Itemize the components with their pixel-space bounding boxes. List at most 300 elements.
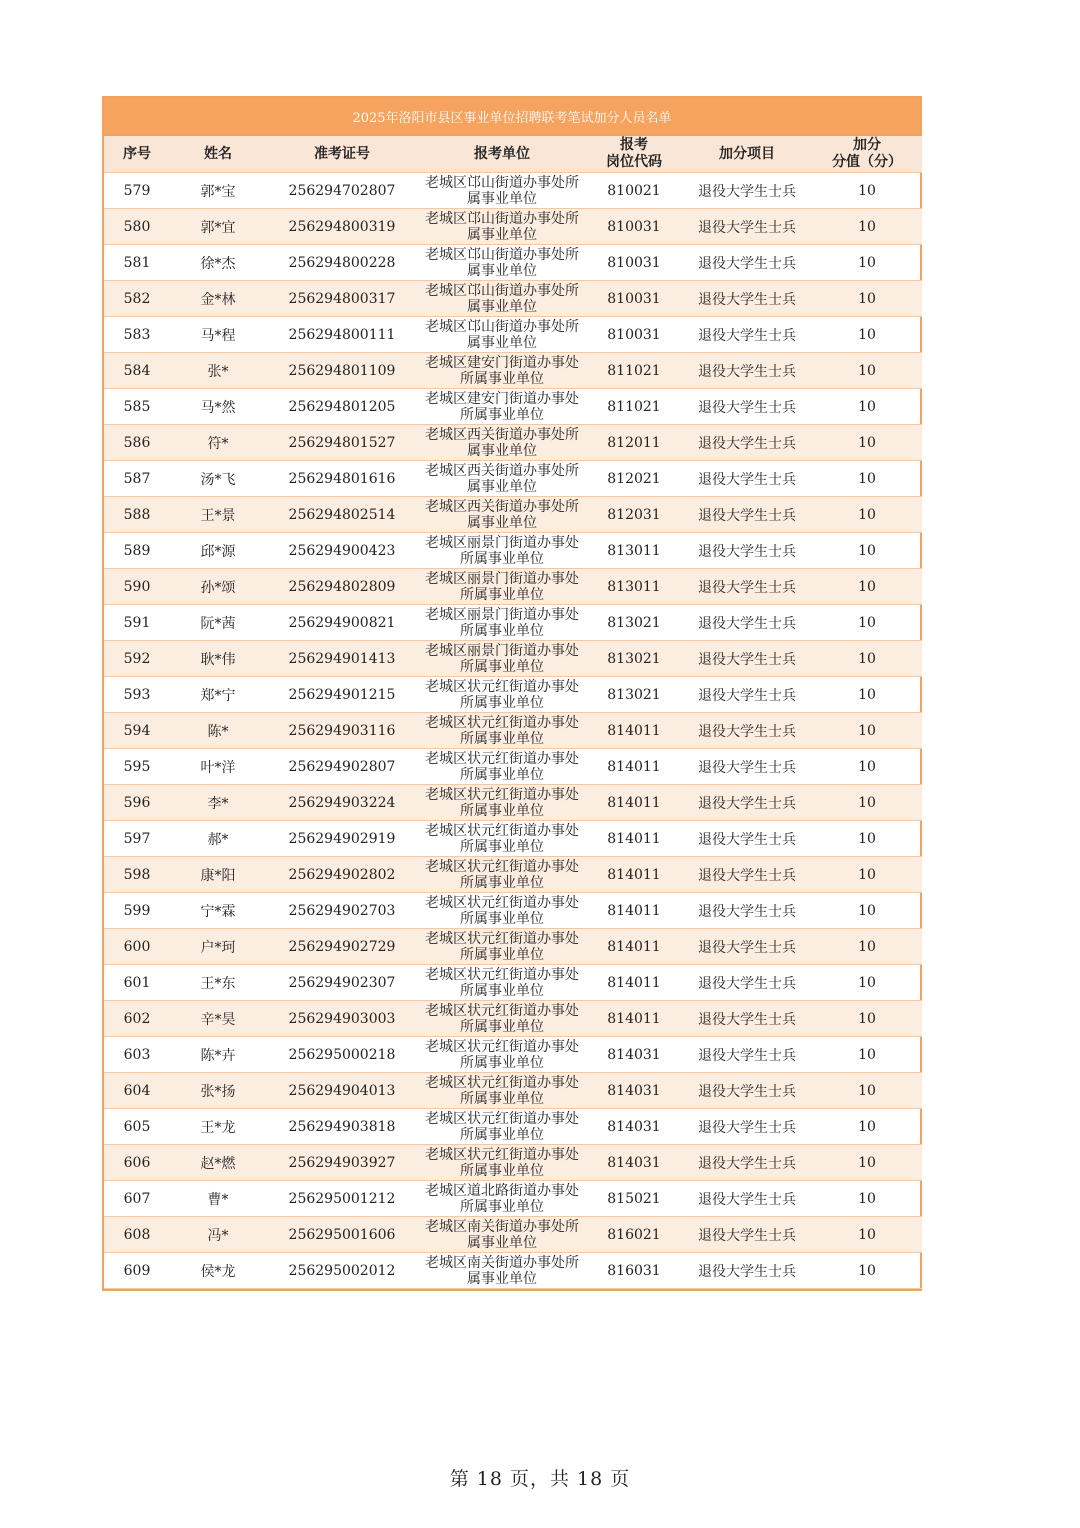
name-cell: 孙*颂 [170, 569, 266, 605]
unit-line2: 所属事业单位 [460, 370, 544, 387]
seq-cell: 602 [104, 1001, 170, 1037]
position-code-cell: 815021 [586, 1181, 682, 1217]
bonus-item-cell: 退役大学生士兵 [682, 533, 812, 569]
name-cell: 阮*茜 [170, 605, 266, 641]
seq-cell: 593 [104, 677, 170, 713]
seq-cell: 599 [104, 893, 170, 929]
seq-cell: 600 [104, 929, 170, 965]
ticket-cell: 256294902703 [266, 893, 418, 929]
unit-line1: 老城区南关街道办事处所 [425, 1218, 579, 1235]
bonus-item-cell: 退役大学生士兵 [682, 713, 812, 749]
seq-cell: 597 [104, 821, 170, 857]
seq-cell: 591 [104, 605, 170, 641]
unit-cell [418, 857, 586, 893]
position-code-cell: 810021 [586, 173, 682, 209]
bonus-score-cell: 10 [812, 677, 922, 713]
bonus-score-cell: 10 [812, 749, 922, 785]
unit-line1: 老城区丽景门街道办事处 [425, 534, 579, 551]
position-code-cell: 812011 [586, 425, 682, 461]
unit-line1: 老城区状元红街道办事处 [425, 750, 579, 767]
table-row [104, 1037, 922, 1073]
bonus-item-cell: 退役大学生士兵 [682, 893, 812, 929]
bonus-item-cell: 退役大学生士兵 [682, 461, 812, 497]
bonus-score-cell: 10 [812, 821, 922, 857]
unit-line1: 老城区状元红街道办事处 [425, 678, 579, 695]
position-code-cell: 813021 [586, 605, 682, 641]
unit-cell [418, 461, 586, 497]
table-row [104, 497, 922, 533]
bonus-score-cell: 10 [812, 497, 922, 533]
header-name: 姓名 [170, 136, 266, 173]
position-code-cell: 816031 [586, 1253, 682, 1289]
position-code-cell: 813021 [586, 641, 682, 677]
unit-line2: 所属事业单位 [460, 550, 544, 567]
ticket-cell: 256294801205 [266, 389, 418, 425]
name-cell: 康*阳 [170, 857, 266, 893]
position-code-cell: 814011 [586, 713, 682, 749]
bonus-score-cell: 10 [812, 209, 922, 245]
unit-line2: 所属事业单位 [460, 694, 544, 711]
name-cell: 徐*杰 [170, 245, 266, 281]
table-row [104, 389, 922, 425]
unit-line2: 所属事业单位 [460, 1162, 544, 1179]
unit-cell [418, 677, 586, 713]
bonus-score-cell: 10 [812, 893, 922, 929]
ticket-cell: 256294904013 [266, 1073, 418, 1109]
bonus-score-cell: 10 [812, 1181, 922, 1217]
table-row [104, 713, 922, 749]
table-row [104, 281, 922, 317]
bonus-item-cell: 退役大学生士兵 [682, 497, 812, 533]
unit-line2: 所属事业单位 [460, 1090, 544, 1107]
unit-line1: 老城区道北路街道办事处 [425, 1182, 579, 1199]
bonus-score-cell: 10 [812, 929, 922, 965]
position-code-cell: 814031 [586, 1073, 682, 1109]
ticket-cell: 256294802809 [266, 569, 418, 605]
name-cell: 符* [170, 425, 266, 461]
header-position-code [586, 136, 682, 173]
position-code-cell: 814031 [586, 1109, 682, 1145]
unit-line2: 所属事业单位 [460, 1018, 544, 1035]
unit-cell [418, 1253, 586, 1289]
table-row [104, 1217, 922, 1253]
position-code-cell: 812021 [586, 461, 682, 497]
table-row [104, 605, 922, 641]
bonus-score-cell: 10 [812, 713, 922, 749]
bonus-score-cell: 10 [812, 533, 922, 569]
unit-cell [418, 497, 586, 533]
ticket-cell: 256294800111 [266, 317, 418, 353]
name-cell: 陈*卉 [170, 1037, 266, 1073]
table-row [104, 641, 922, 677]
seq-cell: 603 [104, 1037, 170, 1073]
unit-line2: 所属事业单位 [460, 730, 544, 747]
ticket-cell: 256294801616 [266, 461, 418, 497]
name-cell: 邱*源 [170, 533, 266, 569]
seq-cell: 604 [104, 1073, 170, 1109]
position-code-cell: 814031 [586, 1037, 682, 1073]
unit-cell [418, 1145, 586, 1181]
name-cell: 户*珂 [170, 929, 266, 965]
unit-cell [418, 641, 586, 677]
table-row [104, 569, 922, 605]
table-header-row [104, 136, 922, 173]
unit-line2: 属事业单位 [467, 1270, 537, 1287]
ticket-cell: 256294900821 [266, 605, 418, 641]
table-row [104, 425, 922, 461]
ticket-cell: 256294903927 [266, 1145, 418, 1181]
table-row [104, 929, 922, 965]
name-cell: 叶*洋 [170, 749, 266, 785]
bonus-item-cell: 退役大学生士兵 [682, 353, 812, 389]
position-code-cell: 810031 [586, 317, 682, 353]
seq-cell: 595 [104, 749, 170, 785]
unit-cell [418, 281, 586, 317]
unit-line1: 老城区邙山街道办事处所 [425, 318, 579, 335]
unit-line2: 属事业单位 [467, 478, 537, 495]
unit-cell [418, 893, 586, 929]
name-cell: 宁*霖 [170, 893, 266, 929]
position-code-cell: 814011 [586, 785, 682, 821]
unit-cell [418, 749, 586, 785]
name-cell: 郝* [170, 821, 266, 857]
ticket-cell: 256294801109 [266, 353, 418, 389]
bonus-score-cell: 10 [812, 1073, 922, 1109]
position-code-cell: 813021 [586, 677, 682, 713]
header-bonus-score-line1: 加分 [853, 137, 881, 153]
page-number: 第 18 页，共 18 页 [449, 1468, 631, 1490]
bonus-item-cell: 退役大学生士兵 [682, 281, 812, 317]
unit-cell [418, 821, 586, 857]
table-row [104, 1181, 922, 1217]
table-row [104, 245, 922, 281]
bonus-item-cell: 退役大学生士兵 [682, 1073, 812, 1109]
bonus-score-cell: 10 [812, 1001, 922, 1037]
bonus-item-cell: 退役大学生士兵 [682, 677, 812, 713]
bonus-item-cell: 退役大学生士兵 [682, 1037, 812, 1073]
unit-cell [418, 389, 586, 425]
unit-line1: 老城区状元红街道办事处 [425, 1002, 579, 1019]
name-cell: 马*然 [170, 389, 266, 425]
unit-line1: 老城区状元红街道办事处 [425, 1038, 579, 1055]
unit-line1: 老城区状元红街道办事处 [425, 894, 579, 911]
ticket-cell: 256294702807 [266, 173, 418, 209]
bonus-item-cell: 退役大学生士兵 [682, 1001, 812, 1037]
bonus-item-cell: 退役大学生士兵 [682, 857, 812, 893]
position-code-cell: 816021 [586, 1217, 682, 1253]
bonus-score-cell: 10 [812, 425, 922, 461]
table-row [104, 893, 922, 929]
unit-cell [418, 425, 586, 461]
ticket-cell: 256294903116 [266, 713, 418, 749]
position-code-cell: 814011 [586, 1001, 682, 1037]
ticket-cell: 256294902919 [266, 821, 418, 857]
position-code-cell: 814011 [586, 857, 682, 893]
position-code-cell: 814011 [586, 749, 682, 785]
ticket-cell: 256294902807 [266, 749, 418, 785]
bonus-score-cell: 10 [812, 1037, 922, 1073]
unit-line2: 属事业单位 [467, 262, 537, 279]
header-position-code-line2: 岗位代码 [606, 154, 662, 170]
ticket-cell: 256294801527 [266, 425, 418, 461]
bonus-score-cell: 10 [812, 785, 922, 821]
bonus-item-cell: 退役大学生士兵 [682, 209, 812, 245]
ticket-cell: 256294900423 [266, 533, 418, 569]
unit-line1: 老城区西关街道办事处所 [425, 462, 579, 479]
unit-line1: 老城区邙山街道办事处所 [425, 174, 579, 191]
name-cell: 李* [170, 785, 266, 821]
name-cell: 侯*龙 [170, 1253, 266, 1289]
bonus-item-cell: 退役大学生士兵 [682, 1253, 812, 1289]
seq-cell: 590 [104, 569, 170, 605]
bonus-score-cell: 10 [812, 965, 922, 1001]
seq-cell: 609 [104, 1253, 170, 1289]
table-body [104, 173, 922, 1289]
seq-cell: 606 [104, 1145, 170, 1181]
seq-cell: 583 [104, 317, 170, 353]
unit-line2: 所属事业单位 [460, 406, 544, 423]
bonus-item-cell: 退役大学生士兵 [682, 173, 812, 209]
unit-line1: 老城区状元红街道办事处 [425, 822, 579, 839]
table-row [104, 1253, 922, 1289]
seq-cell: 585 [104, 389, 170, 425]
name-cell: 冯* [170, 1217, 266, 1253]
position-code-cell: 811021 [586, 353, 682, 389]
ticket-cell: 256294901215 [266, 677, 418, 713]
bonus-item-cell: 退役大学生士兵 [682, 1217, 812, 1253]
seq-cell: 596 [104, 785, 170, 821]
ticket-cell: 256294800317 [266, 281, 418, 317]
bonus-score-cell: 10 [812, 1145, 922, 1181]
seq-cell: 594 [104, 713, 170, 749]
unit-line1: 老城区西关街道办事处所 [425, 426, 579, 443]
seq-cell: 584 [104, 353, 170, 389]
unit-line1: 老城区状元红街道办事处 [425, 1074, 579, 1091]
ticket-cell: 256295001606 [266, 1217, 418, 1253]
position-code-cell: 814011 [586, 965, 682, 1001]
seq-cell: 579 [104, 173, 170, 209]
table-row [104, 1073, 922, 1109]
unit-cell [418, 569, 586, 605]
name-cell: 陈* [170, 713, 266, 749]
ticket-cell: 256294802514 [266, 497, 418, 533]
unit-line2: 所属事业单位 [460, 838, 544, 855]
unit-cell [418, 713, 586, 749]
unit-line1: 老城区丽景门街道办事处 [425, 570, 579, 587]
unit-line2: 属事业单位 [467, 334, 537, 351]
unit-cell [418, 245, 586, 281]
bonus-score-cell: 10 [812, 461, 922, 497]
bonus-item-cell: 退役大学生士兵 [682, 965, 812, 1001]
ticket-cell: 256294901413 [266, 641, 418, 677]
unit-line2: 所属事业单位 [460, 586, 544, 603]
ticket-cell: 256294902729 [266, 929, 418, 965]
ticket-cell: 256294903224 [266, 785, 418, 821]
bonus-item-cell: 退役大学生士兵 [682, 1181, 812, 1217]
position-code-cell: 814011 [586, 821, 682, 857]
position-code-cell: 814011 [586, 893, 682, 929]
header-bonus-score [812, 136, 922, 173]
unit-line2: 属事业单位 [467, 514, 537, 531]
position-code-cell: 814011 [586, 929, 682, 965]
header-bonus-score-line2: 分值（分） [832, 154, 902, 170]
ticket-cell: 256294800228 [266, 245, 418, 281]
seq-cell: 601 [104, 965, 170, 1001]
unit-line1: 老城区状元红街道办事处 [425, 714, 579, 731]
position-code-cell: 813011 [586, 569, 682, 605]
header-seq: 序号 [104, 136, 170, 173]
table-row [104, 857, 922, 893]
unit-line2: 所属事业单位 [460, 766, 544, 783]
name-cell: 曹* [170, 1181, 266, 1217]
unit-line2: 属事业单位 [467, 226, 537, 243]
position-code-cell: 814031 [586, 1145, 682, 1181]
seq-cell: 582 [104, 281, 170, 317]
unit-line2: 属事业单位 [467, 1234, 537, 1251]
bonus-score-cell: 10 [812, 173, 922, 209]
unit-cell [418, 353, 586, 389]
unit-line2: 所属事业单位 [460, 1198, 544, 1215]
unit-line1: 老城区状元红街道办事处 [425, 930, 579, 947]
unit-cell [418, 1037, 586, 1073]
bonus-score-cell: 10 [812, 641, 922, 677]
ticket-cell: 256295002012 [266, 1253, 418, 1289]
table-row [104, 353, 922, 389]
seq-cell: 589 [104, 533, 170, 569]
seq-cell: 588 [104, 497, 170, 533]
name-cell: 王*龙 [170, 1109, 266, 1145]
seq-cell: 580 [104, 209, 170, 245]
unit-line1: 老城区丽景门街道办事处 [425, 642, 579, 659]
table-title: 2025年洛阳市县区事业单位招聘联考笔试加分人员名单 [104, 98, 920, 136]
seq-cell: 605 [104, 1109, 170, 1145]
unit-cell [418, 533, 586, 569]
unit-line1: 老城区邙山街道办事处所 [425, 246, 579, 263]
table-row [104, 677, 922, 713]
seq-cell: 607 [104, 1181, 170, 1217]
position-code-cell: 810031 [586, 245, 682, 281]
unit-line1: 老城区南关街道办事处所 [425, 1254, 579, 1271]
applicant-table [104, 136, 922, 1289]
name-cell: 王*东 [170, 965, 266, 1001]
position-code-cell: 810031 [586, 209, 682, 245]
unit-line1: 老城区丽景门街道办事处 [425, 606, 579, 623]
name-cell: 张*扬 [170, 1073, 266, 1109]
unit-line1: 老城区状元红街道办事处 [425, 858, 579, 875]
header-unit: 报考单位 [418, 136, 586, 173]
unit-line1: 老城区西关街道办事处所 [425, 498, 579, 515]
unit-line2: 所属事业单位 [460, 982, 544, 999]
bonus-score-cell: 10 [812, 317, 922, 353]
unit-cell [418, 605, 586, 641]
unit-line1: 老城区状元红街道办事处 [425, 1110, 579, 1127]
name-cell: 辛*昊 [170, 1001, 266, 1037]
unit-line1: 老城区状元红街道办事处 [425, 786, 579, 803]
position-code-cell: 812031 [586, 497, 682, 533]
ticket-cell: 256295000218 [266, 1037, 418, 1073]
bonus-item-cell: 退役大学生士兵 [682, 317, 812, 353]
unit-cell [418, 1217, 586, 1253]
unit-cell [418, 929, 586, 965]
unit-line2: 所属事业单位 [460, 1054, 544, 1071]
bonus-score-cell: 10 [812, 1253, 922, 1289]
name-cell: 马*程 [170, 317, 266, 353]
table-row [104, 1145, 922, 1181]
position-code-cell: 813011 [586, 533, 682, 569]
name-cell: 耿*伟 [170, 641, 266, 677]
unit-line2: 属事业单位 [467, 298, 537, 315]
table-row [104, 821, 922, 857]
header-ticket: 准考证号 [266, 136, 418, 173]
unit-line2: 所属事业单位 [460, 946, 544, 963]
name-cell: 张* [170, 353, 266, 389]
header-position-code-line1: 报考 [620, 137, 648, 153]
unit-line2: 所属事业单位 [460, 802, 544, 819]
bonus-item-cell: 退役大学生士兵 [682, 569, 812, 605]
unit-cell [418, 785, 586, 821]
ticket-cell: 256294903003 [266, 1001, 418, 1037]
unit-cell [418, 1001, 586, 1037]
unit-line1: 老城区邙山街道办事处所 [425, 282, 579, 299]
unit-cell [418, 173, 586, 209]
name-cell: 汤*飞 [170, 461, 266, 497]
seq-cell: 592 [104, 641, 170, 677]
unit-line2: 所属事业单位 [460, 658, 544, 675]
ticket-cell: 256294902802 [266, 857, 418, 893]
bonus-score-cell: 10 [812, 1217, 922, 1253]
unit-line2: 属事业单位 [467, 442, 537, 459]
ticket-cell: 256295001212 [266, 1181, 418, 1217]
bonus-item-cell: 退役大学生士兵 [682, 641, 812, 677]
ticket-cell: 256294800319 [266, 209, 418, 245]
name-cell: 郑*宁 [170, 677, 266, 713]
bonus-item-cell: 退役大学生士兵 [682, 785, 812, 821]
ticket-cell: 256294902307 [266, 965, 418, 1001]
bonus-item-cell: 退役大学生士兵 [682, 425, 812, 461]
table-row [104, 461, 922, 497]
unit-line2: 属事业单位 [467, 190, 537, 207]
bonus-score-cell: 10 [812, 857, 922, 893]
header-bonus-item: 加分项目 [682, 136, 812, 173]
unit-cell [418, 1073, 586, 1109]
name-cell: 郭*宝 [170, 173, 266, 209]
bonus-item-cell: 退役大学生士兵 [682, 1109, 812, 1145]
unit-line2: 所属事业单位 [460, 910, 544, 927]
name-cell: 赵*燃 [170, 1145, 266, 1181]
table-row [104, 173, 922, 209]
applicant-table-sheet [102, 96, 922, 1291]
bonus-score-cell: 10 [812, 1109, 922, 1145]
name-cell: 郭*宜 [170, 209, 266, 245]
bonus-score-cell: 10 [812, 281, 922, 317]
table-row [104, 749, 922, 785]
seq-cell: 581 [104, 245, 170, 281]
bonus-score-cell: 10 [812, 569, 922, 605]
unit-cell [418, 317, 586, 353]
bonus-item-cell: 退役大学生士兵 [682, 245, 812, 281]
unit-line1: 老城区建安门街道办事处 [425, 390, 579, 407]
bonus-item-cell: 退役大学生士兵 [682, 929, 812, 965]
unit-cell [418, 1109, 586, 1145]
unit-line1: 老城区状元红街道办事处 [425, 966, 579, 983]
table-row [104, 533, 922, 569]
bonus-score-cell: 10 [812, 389, 922, 425]
bonus-score-cell: 10 [812, 353, 922, 389]
seq-cell: 586 [104, 425, 170, 461]
unit-line1: 老城区建安门街道办事处 [425, 354, 579, 371]
table-row [104, 785, 922, 821]
seq-cell: 598 [104, 857, 170, 893]
